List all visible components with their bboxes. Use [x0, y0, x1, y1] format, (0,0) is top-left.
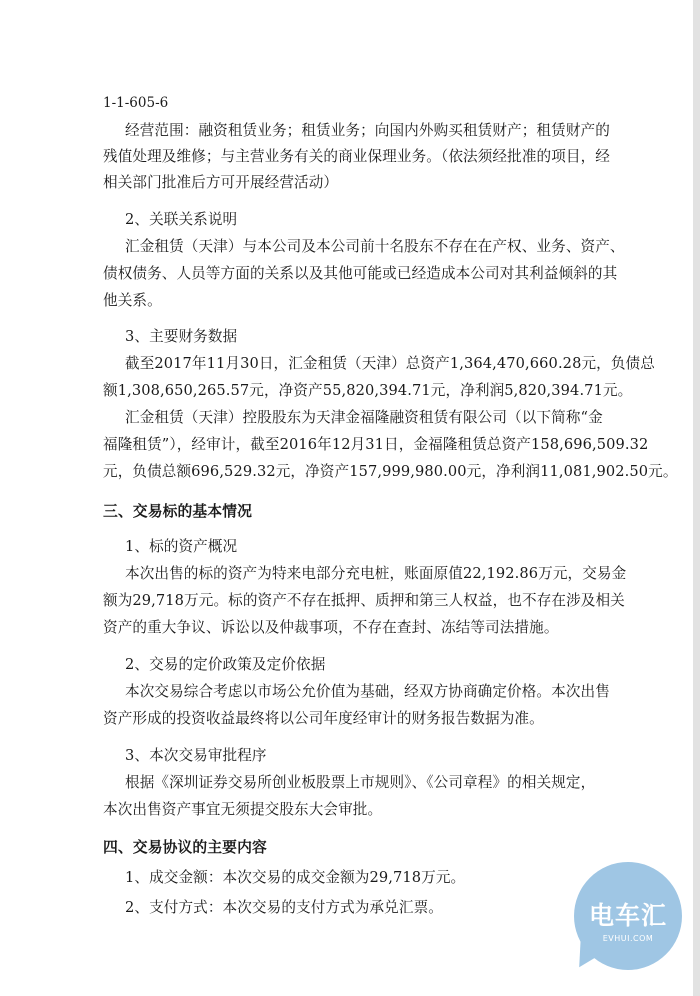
text-line: 福隆租赁”），经审计，截至2016年12月31日，金福隆租赁总资产158,696,509.32	[103, 436, 649, 453]
text-line: 1、成交金额：本次交易的成交金额为29,718万元。	[125, 869, 466, 886]
watermark-domain: EVHUI.COM	[602, 934, 654, 943]
chapter-heading: 三、交易标的基本情况	[103, 503, 252, 520]
text-line: 截至2017年11月30日，汇金租赁（天津）总资产1,364,470,660.28元，负债总	[125, 355, 655, 372]
text-line: 他关系。	[103, 292, 162, 309]
text-line: 额为29,718万元。标的资产不存在抵押、质押和第三人权益，也不存在涉及相关	[103, 592, 625, 609]
text-line: 元，负债总额696,529.32元，净资产157,999,980.00元，净利润11,081,902.50元。	[103, 463, 678, 480]
section-heading: 3、主要财务数据	[125, 328, 238, 345]
section-heading: 2、交易的定价政策及定价依据	[125, 656, 326, 673]
text-line: 汇金租赁（天津）与本公司及本公司前十名股东不存在在产权、业务、资产、	[125, 238, 625, 255]
text-line: 债权债务、人员等方面的关系以及其他可能或已经造成本公司对其利益倾斜的其	[103, 265, 618, 282]
text-line: 本次交易综合考虑以市场公允价值为基础，经双方协商确定价格。本次出售	[125, 683, 610, 700]
page-edge	[693, 0, 700, 996]
text-line: 资产的重大争议、诉讼以及仲裁事项，不存在查封、冻结等司法措施。	[103, 619, 559, 636]
text-line: 2、支付方式：本次交易的支付方式为承兑汇票。	[125, 899, 443, 916]
text-line: 资产形成的投资收益最终将以公司年度经审计的财务报告数据为准。	[103, 710, 544, 727]
section-heading: 3、本次交易审批程序	[125, 747, 267, 764]
section-heading: 1、标的资产概况	[125, 538, 238, 555]
page-number: 1-1-605-6	[103, 95, 169, 111]
text-line: 残值处理及维修；与主营业务有关的商业保理业务。（依法须经批准的项目，经	[103, 148, 610, 165]
text-line: 额1,308,650,265.57元，净资产55,820,394.71元，净利润5,820,394.71元。	[103, 382, 633, 399]
chapter-heading: 四、交易协议的主要内容	[103, 839, 267, 856]
text-line: 经营范围：融资租赁业务；租赁业务；向国内外购买租赁财产；租赁财产的	[125, 122, 610, 139]
text-line: 相关部门批准后方可开展经营活动）	[103, 174, 339, 191]
watermark-name: 电车汇	[588, 901, 667, 930]
section-heading: 2、关联关系说明	[125, 211, 238, 228]
text-line: 根据《深圳证券交易所创业板股票上市规则》、《公司章程》的相关规定，	[125, 774, 596, 791]
text-line: 本次出售的标的资产为特来电部分充电桩，账面原值22,192.86万元，交易金	[125, 565, 627, 582]
text-line: 本次出售资产事宜无须提交股东大会审批。	[103, 801, 383, 818]
text-line: 汇金租赁（天津）控股股东为天津金福隆融资租赁有限公司（以下简称“金	[125, 409, 603, 426]
